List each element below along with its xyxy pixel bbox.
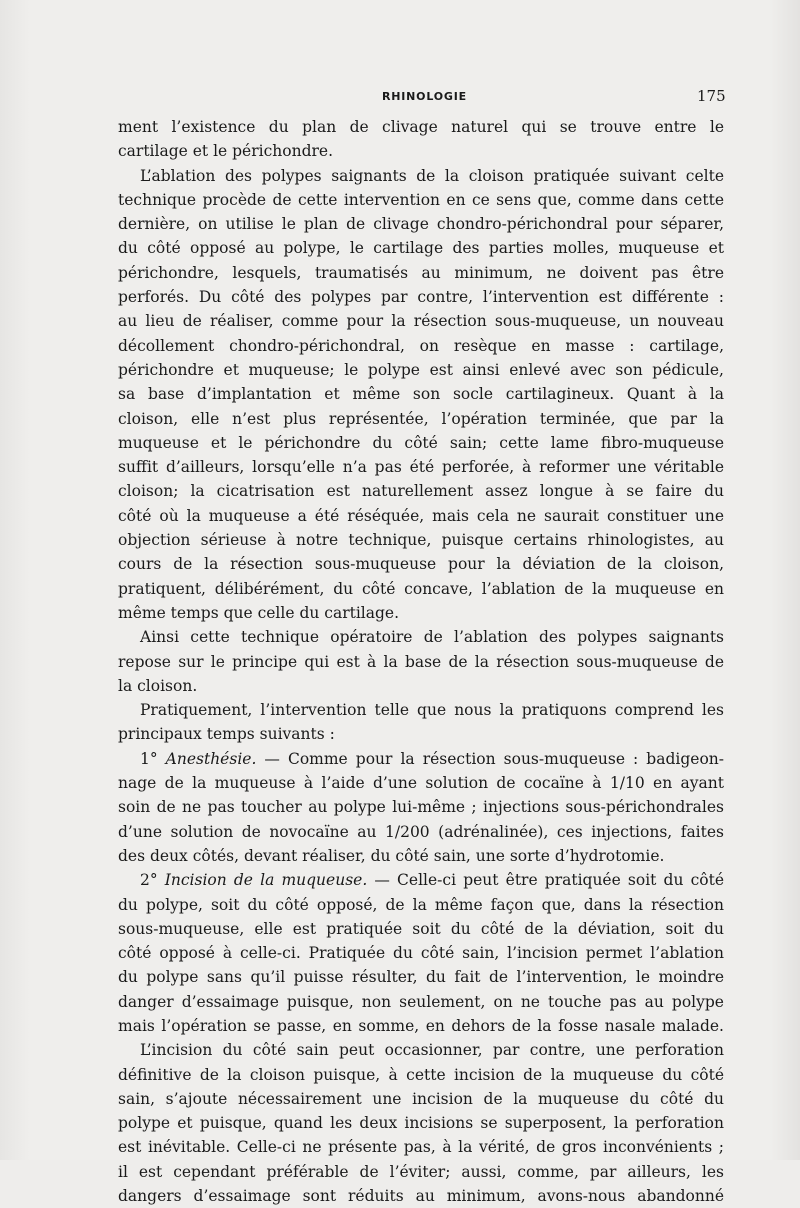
text-line: du polype sans qu’il puisse résulter, du fait de l’intervention, le moindre xyxy=(118,968,724,987)
text-line: est inévitable. Celle-ci ne présente pas, à la vérité, de gros inconvénients ; xyxy=(118,1138,724,1157)
running-title: RHINOLOGIE xyxy=(382,90,467,103)
page-number: 175 xyxy=(697,87,726,105)
text-line: dangers d’essaimage sont réduits au minimum, avons-nous abandonné xyxy=(118,1187,724,1206)
text-line: sain, s’ajoute nécessairement une incision de la muqueuse du côté du xyxy=(118,1089,724,1108)
text-line: danger d’essaimage puisque, non seulement, on ne touche pas au polype xyxy=(118,992,724,1011)
text-line: côté opposé à celle-ci. Pratiquée du côté sain, l’incision permet l’ablation xyxy=(118,944,724,963)
text-line: périchondre et muqueuse; le polype est ainsi enlevé avec son pédicule, xyxy=(118,360,724,379)
text-line: du côté opposé au polype, le cartilage des parties molles, muqueuse et xyxy=(118,239,724,258)
text-line: suffit d’ailleurs, lorsqu’elle n’a pas été perforée, à reformer une véritable xyxy=(118,458,724,477)
list-item-number: 1° xyxy=(140,749,166,768)
list-item-number: 2° xyxy=(140,871,165,890)
text-line: définitive de la cloison puisque, à cette incision de la muqueuse du côté xyxy=(118,1065,724,1084)
list-item-text: — Comme pour la résection sous-muqueuse : badigeon- xyxy=(256,749,724,768)
list-item-heading-line xyxy=(118,747,724,771)
list-item-title: Incision de la muqueuse. xyxy=(164,871,368,890)
text-line: L’incision du côté sain peut occasionner, par contre, une perforation xyxy=(140,1041,724,1060)
text-line: il est cependant préférable de l’éviter; aussi, comme, par ailleurs, les xyxy=(118,1162,724,1181)
running-head xyxy=(0,87,800,110)
text-line: sous-muqueuse, elle est pratiquée soit du côté de la déviation, soit du xyxy=(118,919,724,938)
text-line: cloison; la cicatrisation est naturellement assez longue à se faire du xyxy=(118,482,724,501)
text-line: principaux temps suivants : xyxy=(118,725,335,744)
text-line: cours de la résection sous-muqueuse pour la déviation de la cloison, xyxy=(118,555,724,574)
text-line: pratiquent, délibérément, du côté concave, l’ablation de la muqueuse en xyxy=(118,579,724,598)
text-line: objection sérieuse à notre technique, puisque certains rhinologistes, au xyxy=(118,531,724,550)
text-line: Ainsi cette technique opératoire de l’ablation des polypes saignants xyxy=(140,628,724,647)
text-line: même temps que celle du cartilage. xyxy=(118,603,400,622)
text-line: ment l’existence du plan de clivage naturel qui se trouve entre le xyxy=(118,118,724,136)
list-item-text: — Celle-ci peut être pratiquée soit du côté xyxy=(367,871,724,890)
text-line: décollement chondro-périchondral, on resèque en masse : cartilage, xyxy=(118,336,724,355)
list-item-title: Anesthésie. xyxy=(165,749,257,768)
text-line: technique procède de cette intervention en ce sens que, comme dans cette xyxy=(118,190,724,209)
text-line: d’une solution de novocaïne au 1/200 (adrénalinée), ces injections, faites xyxy=(118,822,724,841)
text-line: cartilage et le périchondre. xyxy=(118,142,333,161)
text-line: la cloison. xyxy=(118,676,198,695)
text-line: nage de la muqueuse à l’aide d’une solution de cocaïne à 1/10 en ayant xyxy=(118,774,724,793)
text-line: périchondre, lesquels, traumatisés au minimum, ne doivent pas être xyxy=(118,263,724,282)
text-line: dernière, on utilise le plan de clivage chondro-périchondral pour séparer, xyxy=(118,215,724,234)
text-line: mais l’opération se passe, en somme, en dehors de la fosse nasale malade. xyxy=(118,1016,724,1035)
text-line: repose sur le principe qui est à la base de la résection sous-muqueuse de xyxy=(118,652,724,671)
text-line: perforés. Du côté des polypes par contre, l’intervention est différente : xyxy=(118,288,724,307)
list-item-heading-line xyxy=(118,868,724,892)
text-line: soin de ne pas toucher au polype lui-même ; injections sous-périchondrales xyxy=(118,798,724,817)
text-line: au lieu de réaliser, comme pour la résection sous-muqueuse, un nouveau xyxy=(118,312,724,331)
text-line: sa base d’implantation et même son socle cartilagineux. Quant à la xyxy=(118,385,724,404)
text-line: des deux côtés, devant réaliser, du côté sain, une sorte d’hydrotomie. xyxy=(118,846,665,865)
text-line: cloison, elle n’est plus représentée, l’opération terminée, que par la xyxy=(118,409,724,428)
text-line: polype et puisque, quand les deux incisions se superposent, la perforation xyxy=(118,1114,724,1133)
text-line: muqueuse et le périchondre du côté sain; cette lame fibro-muqueuse xyxy=(118,433,724,452)
text-line: côté où la muqueuse a été réséquée, mais cela ne saurait constituer une xyxy=(118,506,724,525)
text-line: Pratiquement, l’intervention telle que nous la pratiquons comprend les xyxy=(140,701,724,720)
text-line: du polype, soit du côté opposé, de la même façon que, dans la résection xyxy=(118,895,724,914)
text-line: L’ablation des polypes saignants de la cloison pratiquée suivant celte xyxy=(140,166,724,185)
body-text xyxy=(118,115,724,1208)
